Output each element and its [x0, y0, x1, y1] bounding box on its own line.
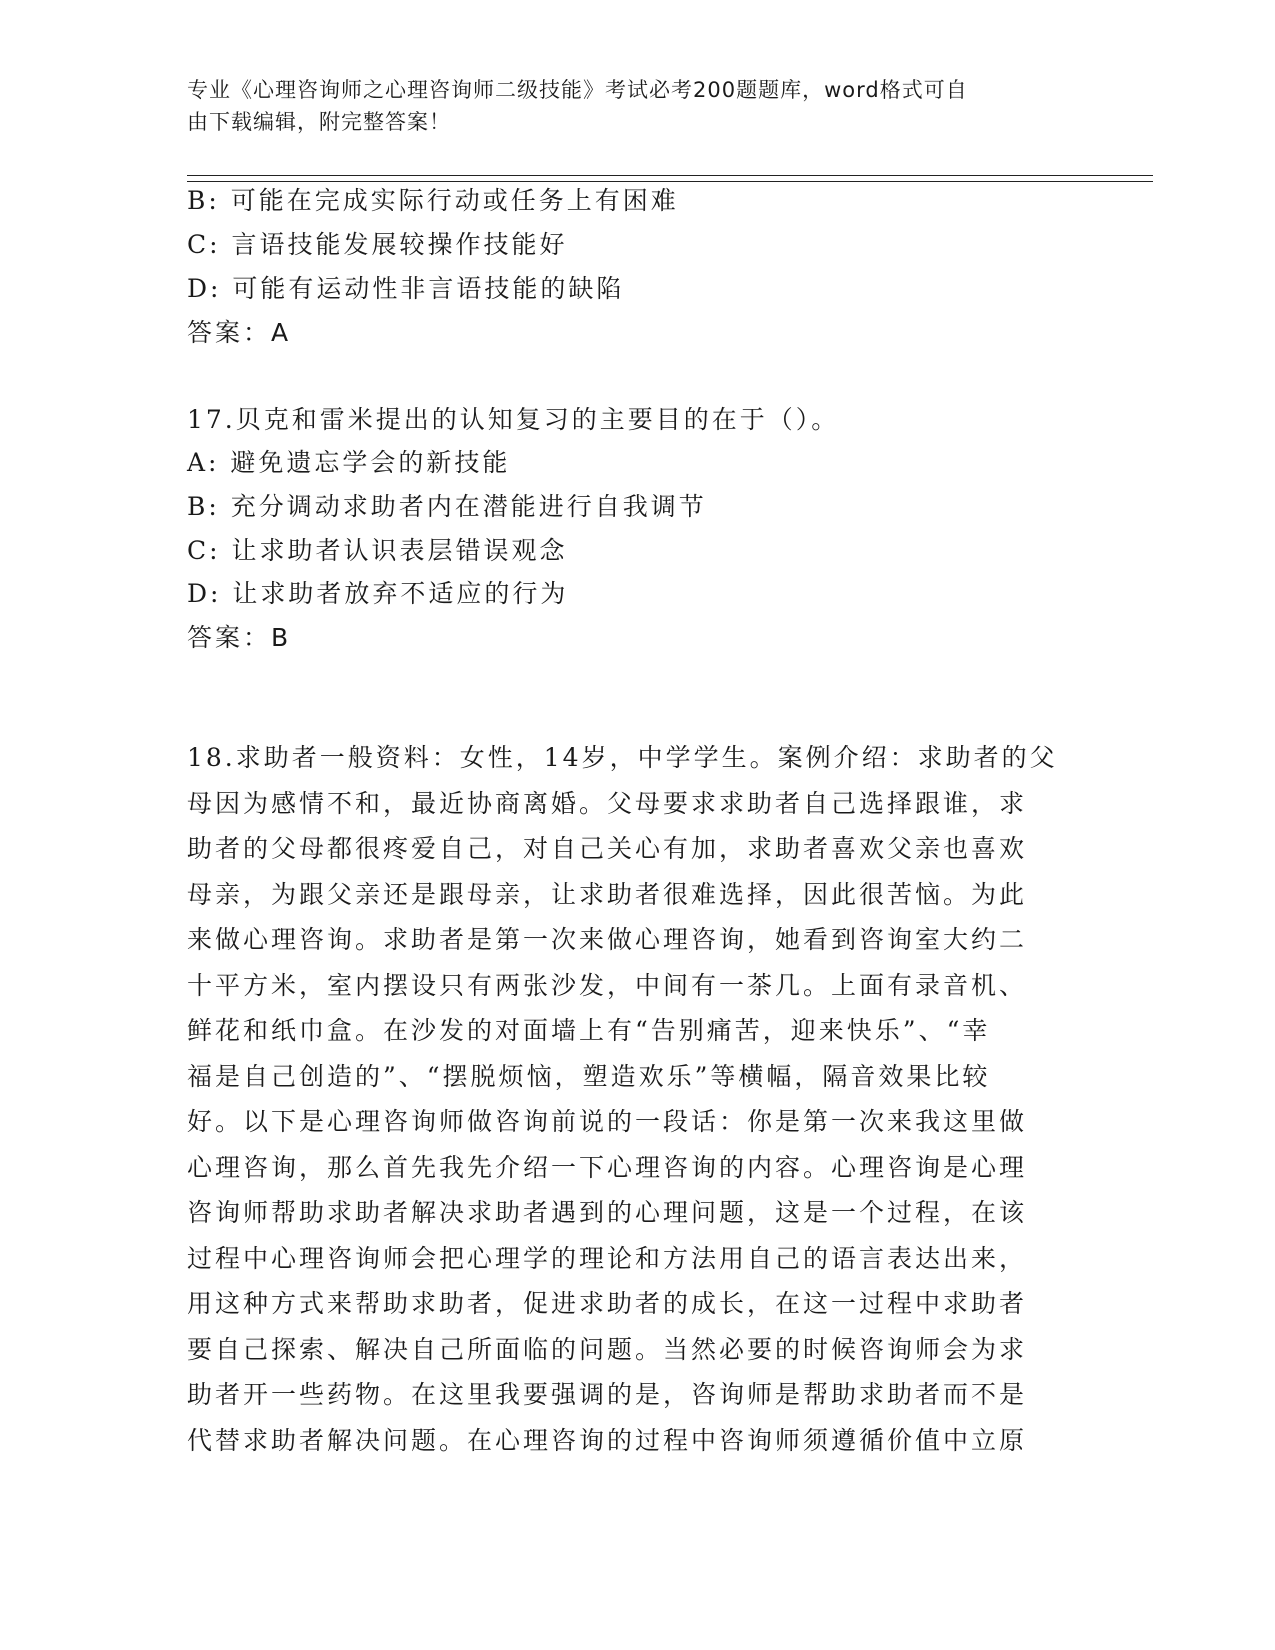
q18-paragraph: [187, 735, 1087, 1463]
header-line-2: 由下载编辑，附完整答案！: [187, 110, 451, 134]
q18-line: 心理咨询，那么首先我先介绍一下心理咨询的内容。心理咨询是心理: [187, 1152, 1028, 1182]
header-line-1: 专业《心理咨询师之心理咨询师二级技能》考试必考200题题库，word格式可自: [187, 78, 968, 102]
q17-option-b: B: 充分调动求助者内在潜能进行自我调节: [187, 492, 707, 521]
q16-answer: 答案：A: [187, 318, 292, 347]
header-divider-bottom: [187, 181, 1153, 182]
header-divider-top: [187, 175, 1153, 176]
q17-option-d: D: 让求助者放弃不适应的行为: [187, 579, 569, 608]
q16-option-c: C: 言语技能发展较操作技能好: [187, 230, 568, 259]
q18-line: 鲜花和纸巾盒。在沙发的对面墙上有“告别痛苦，迎来快乐”、“幸: [187, 1016, 991, 1045]
q18-line: 十平方米，室内摆设只有两张沙发，中间有一茶几。上面有录音机、: [187, 970, 1028, 1000]
q18-line: 助者开一些药物。在这里我要强调的是，咨询师是帮助求助者而不是: [187, 1380, 1028, 1409]
q17-question: 17.贝克和雷米提出的认知复习的主要目的在于（）。: [187, 405, 840, 434]
q18-line: 咨询师帮助求助者解决求助者遇到的心理问题，这是一个过程，在该: [187, 1198, 1028, 1227]
q18-line: 要自己探索、解决自己所面临的问题。当然必要的时候咨询师会为求: [187, 1334, 1028, 1364]
q18-line: 母亲，为跟父亲还是跟母亲，让求助者很难选择，因此很苦恼。为此: [187, 879, 1028, 909]
q18-line: 来做心理咨询。求助者是第一次来做心理咨询，她看到咨询室大约二: [187, 925, 1028, 954]
q18-line: 过程中心理咨询师会把心理学的理论和方法用自己的语言表达出来，: [187, 1243, 1028, 1273]
q18-line: 助者的父母都很疼爱自己，对自己关心有加，求助者喜欢父亲也喜欢: [187, 834, 1028, 863]
q18-line: 福是自己创造的”、“摆脱烦恼，塑造欢乐”等横幅，隔音效果比较: [187, 1061, 991, 1091]
q16-option-d: D: 可能有运动性非言语技能的缺陷: [187, 274, 625, 303]
q17-option-a: A: 避免遗忘学会的新技能: [187, 448, 511, 477]
q16-option-b: B: 可能在完成实际行动或任务上有困难: [187, 186, 679, 215]
q18-line: 好。以下是心理咨询师做咨询前说的一段话：你是第一次来我这里做: [187, 1107, 1028, 1136]
q18-line: 18.求助者一般资料：女性，14岁，中学学生。案例介绍：求助者的父: [187, 743, 1058, 772]
q18-line: 代替求助者解决问题。在心理咨询的过程中咨询师须遵循价值中立原: [187, 1425, 1028, 1455]
q17-answer: 答案：B: [187, 623, 292, 652]
q18-line: 母因为感情不和，最近协商离婚。父母要求求助者自己选择跟谁，求: [187, 788, 1028, 818]
q17-option-c: C: 让求助者认识表层错误观念: [187, 536, 568, 565]
q18-line: 用这种方式来帮助求助者，促进求助者的成长，在这一过程中求助者: [187, 1289, 1028, 1318]
document-header: [187, 74, 1067, 138]
